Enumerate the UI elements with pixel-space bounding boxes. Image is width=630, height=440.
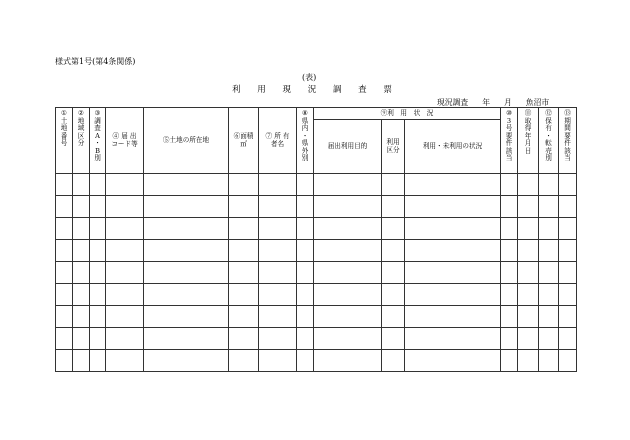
table-row xyxy=(56,350,577,372)
header-text-part: 件 xyxy=(505,139,513,148)
header-text-part: 県 xyxy=(301,139,309,148)
table-cell xyxy=(405,284,501,306)
header-text-part: ・ xyxy=(545,131,552,140)
table-cell xyxy=(382,306,405,328)
table-cell xyxy=(297,196,314,218)
table-cell xyxy=(382,262,405,284)
header-text-part: 別 xyxy=(94,154,101,163)
header-text-part: ⑩ xyxy=(506,109,512,117)
table-cell xyxy=(314,262,382,284)
table-row xyxy=(56,284,577,306)
header-text-part: 転 xyxy=(545,139,552,148)
survey-line-part: 魚沼市 xyxy=(525,98,550,107)
table-cell xyxy=(56,262,73,284)
table-cell xyxy=(297,240,314,262)
table-cell xyxy=(539,284,559,306)
table-cell xyxy=(144,218,229,240)
table-cell xyxy=(559,240,577,262)
header-text-part: コード等 xyxy=(111,139,138,148)
header-text-part: 外 xyxy=(301,146,309,155)
table-cell xyxy=(90,262,106,284)
table-cell xyxy=(56,306,73,328)
header-text-part: 該 xyxy=(564,146,571,155)
col-header-c9a: 届出利用目的 xyxy=(314,120,382,174)
header-text-part: 有 xyxy=(545,124,552,133)
table-cell xyxy=(518,218,539,240)
header-text-part: 内 xyxy=(301,124,309,133)
table-cell xyxy=(314,240,382,262)
table-cell xyxy=(382,196,405,218)
form-number: 様式第1号(第4条関係) xyxy=(55,57,136,66)
table-cell xyxy=(73,240,90,262)
table-cell xyxy=(259,240,297,262)
table-cell xyxy=(501,196,518,218)
main-title-char: 票 xyxy=(383,85,392,95)
table-cell xyxy=(90,174,106,196)
table-cell xyxy=(559,328,577,350)
table-cell xyxy=(314,328,382,350)
header-text-part: 要 xyxy=(564,131,571,140)
header-text-part: 査 xyxy=(94,124,101,133)
table-cell xyxy=(229,328,259,350)
col-header-c4 xyxy=(106,108,144,174)
table-cell xyxy=(73,306,90,328)
table-cell xyxy=(559,262,577,284)
main-title-char: 利 xyxy=(232,85,241,95)
header-text-part: 得 xyxy=(524,124,532,133)
col-header-c9: ⑨利 用 状 況 xyxy=(314,108,501,120)
table-cell xyxy=(297,262,314,284)
col-header-c8 xyxy=(297,108,314,174)
table-cell xyxy=(559,284,577,306)
table-cell xyxy=(501,350,518,372)
table-cell xyxy=(405,196,501,218)
main-title-char: 況 xyxy=(307,85,317,95)
header-text-part: A xyxy=(95,131,100,140)
header-text-part: ② xyxy=(78,109,84,117)
table-cell xyxy=(314,196,382,218)
col-header-c9c: 利用・未利用の状況 xyxy=(405,120,501,174)
header-text-part: ③ xyxy=(94,109,101,117)
table-cell xyxy=(559,306,577,328)
header-text-part: 分 xyxy=(77,139,85,148)
table-cell xyxy=(73,196,90,218)
table-cell xyxy=(405,328,501,350)
table-cell xyxy=(259,328,297,350)
table-cell xyxy=(539,306,559,328)
table-cell xyxy=(73,284,90,306)
main-title-char: 調 xyxy=(332,85,342,95)
table-cell xyxy=(539,218,559,240)
table-cell xyxy=(90,350,106,372)
table-cell xyxy=(229,174,259,196)
table-row xyxy=(56,218,577,240)
table-cell xyxy=(382,284,405,306)
table-cell xyxy=(314,218,382,240)
table-cell xyxy=(405,262,501,284)
header-text-part: 保 xyxy=(545,116,552,125)
table-cell xyxy=(229,350,259,372)
table-cell xyxy=(229,306,259,328)
header-text-part: 要 xyxy=(505,131,513,140)
header-text-part: 売 xyxy=(545,146,552,155)
table-cell xyxy=(382,240,405,262)
table-cell xyxy=(56,328,73,350)
col-header-c12 xyxy=(539,108,559,174)
header-row-1 xyxy=(56,108,577,120)
table-cell xyxy=(106,174,144,196)
table-cell xyxy=(73,218,90,240)
table-cell xyxy=(501,328,518,350)
table-cell xyxy=(405,350,501,372)
table-cell xyxy=(106,218,144,240)
table-cell xyxy=(405,174,501,196)
header-text-part: 県 xyxy=(301,116,309,125)
table-cell xyxy=(144,240,229,262)
table-cell xyxy=(297,306,314,328)
table-cell xyxy=(559,196,577,218)
header-text-part: 該 xyxy=(505,146,513,155)
table-row xyxy=(56,328,577,350)
header-text-part: ① xyxy=(61,109,67,117)
table-cell xyxy=(90,240,106,262)
table-cell xyxy=(405,240,501,262)
table-cell xyxy=(559,174,577,196)
table-cell xyxy=(559,350,577,372)
table-cell xyxy=(539,262,559,284)
col-header-c13 xyxy=(559,108,577,174)
header-text-part: 地 xyxy=(77,116,85,125)
table-cell xyxy=(259,262,297,284)
header-text-part: ⑬ xyxy=(564,109,571,117)
header-text-part: 号 xyxy=(505,124,513,133)
table-cell xyxy=(518,306,539,328)
table-cell xyxy=(259,174,297,196)
table-cell xyxy=(314,174,382,196)
header-text-part: 3 xyxy=(506,116,512,125)
col-header-c7 xyxy=(259,108,297,174)
col-header-c10 xyxy=(501,108,518,174)
header-text-part: ⑦ 所 有 xyxy=(265,131,290,140)
header-text-part: ⑫ xyxy=(545,109,552,117)
col-header-c1 xyxy=(56,108,73,174)
table-cell xyxy=(144,284,229,306)
header-text-part: 間 xyxy=(564,124,571,133)
table-cell xyxy=(501,262,518,284)
table-row xyxy=(56,196,577,218)
main-title-char: 現 xyxy=(282,85,291,95)
table-cell xyxy=(539,174,559,196)
table-row xyxy=(56,240,577,262)
table-cell xyxy=(106,196,144,218)
header-text-part: ・ xyxy=(94,139,101,148)
table-cell xyxy=(73,328,90,350)
table-cell xyxy=(539,240,559,262)
survey-line-part: 月 xyxy=(503,98,512,107)
survey-line-part: 現況調査 xyxy=(437,98,469,107)
table-cell xyxy=(297,218,314,240)
table-cell xyxy=(382,174,405,196)
header-text-part: ・ xyxy=(301,131,309,140)
main-title-char: 査 xyxy=(358,85,367,95)
col-header-c3 xyxy=(90,108,106,174)
header-text-part: ⑧ xyxy=(302,109,308,117)
table-cell xyxy=(229,240,259,262)
table-cell xyxy=(106,284,144,306)
table-cell xyxy=(229,218,259,240)
table-row xyxy=(56,174,577,196)
table-cell xyxy=(501,306,518,328)
table-cell xyxy=(56,174,73,196)
table-cell xyxy=(382,350,405,372)
table-row xyxy=(56,306,577,328)
header-text-part: ⑪ xyxy=(524,109,532,117)
col-header-c11 xyxy=(518,108,539,174)
header-text-part: 区分 xyxy=(386,145,400,154)
table-cell xyxy=(518,262,539,284)
header-text-part: 域 xyxy=(77,124,85,133)
table-cell xyxy=(501,174,518,196)
table-cell xyxy=(56,284,73,306)
main-title-char: 用 xyxy=(257,85,266,95)
table-cell xyxy=(90,306,106,328)
table-cell xyxy=(518,174,539,196)
table-cell xyxy=(106,350,144,372)
table-cell xyxy=(106,306,144,328)
table-cell xyxy=(56,196,73,218)
header-text-part: 区 xyxy=(77,131,85,140)
table-cell xyxy=(405,306,501,328)
table-cell xyxy=(518,240,539,262)
table-cell xyxy=(259,284,297,306)
header-text-part: ㎡ xyxy=(240,139,247,148)
header-text-part: 月 xyxy=(524,139,532,148)
table-cell xyxy=(539,196,559,218)
table-cell xyxy=(259,196,297,218)
table-cell xyxy=(518,328,539,350)
table-cell xyxy=(501,284,518,306)
header-text-part: 番 xyxy=(60,131,68,140)
table-cell xyxy=(259,350,297,372)
table-cell xyxy=(501,240,518,262)
header-text-part: ⑥面積 xyxy=(233,131,254,140)
table-cell xyxy=(144,262,229,284)
table-row xyxy=(56,262,577,284)
col-header-c9b xyxy=(382,120,405,174)
table-cell xyxy=(382,328,405,350)
table-cell xyxy=(56,350,73,372)
col-header-c2 xyxy=(73,108,90,174)
col-header-c5: ⑤土地の所在地 xyxy=(144,108,229,174)
table-cell xyxy=(229,284,259,306)
main-title xyxy=(232,83,392,95)
table-cell xyxy=(229,262,259,284)
table-cell xyxy=(259,306,297,328)
table-cell xyxy=(259,218,297,240)
table-cell xyxy=(144,328,229,350)
header-text-part: 期 xyxy=(564,116,571,125)
table-cell xyxy=(405,218,501,240)
table-cell xyxy=(73,350,90,372)
table-cell xyxy=(90,218,106,240)
sub-title: (表) xyxy=(302,73,317,82)
header-text-part: 調 xyxy=(94,116,101,125)
table-cell xyxy=(144,196,229,218)
table-cell xyxy=(518,284,539,306)
table-cell xyxy=(559,218,577,240)
table-cell xyxy=(106,328,144,350)
header-text-part: 号 xyxy=(60,139,68,148)
table-cell xyxy=(297,284,314,306)
header-text-part: 別 xyxy=(545,154,552,163)
table-cell xyxy=(73,174,90,196)
header-text-part: 地 xyxy=(60,124,68,133)
table-cell xyxy=(229,196,259,218)
header-text-part: 別 xyxy=(301,154,309,163)
table-cell xyxy=(90,196,106,218)
table-cell xyxy=(106,262,144,284)
table-cell xyxy=(501,218,518,240)
table-cell xyxy=(56,218,73,240)
table-cell xyxy=(90,328,106,350)
header-text-part: 当 xyxy=(505,154,513,163)
table-cell xyxy=(518,196,539,218)
header-text-part: 件 xyxy=(564,139,571,148)
table-cell xyxy=(539,350,559,372)
header-text-part: 者名 xyxy=(270,139,285,148)
header-text-part: 当 xyxy=(564,154,571,163)
header-text-part: 日 xyxy=(524,146,532,155)
table-cell xyxy=(297,174,314,196)
col-header-c6 xyxy=(229,108,259,174)
header-text-part: 土 xyxy=(60,116,68,125)
table-cell xyxy=(144,306,229,328)
table-cell xyxy=(144,350,229,372)
table-cell xyxy=(518,350,539,372)
table-cell xyxy=(73,262,90,284)
table-cell xyxy=(314,350,382,372)
table-cell xyxy=(382,218,405,240)
survey-table xyxy=(55,107,577,372)
table-cell xyxy=(106,240,144,262)
table-cell xyxy=(539,328,559,350)
table-cell xyxy=(297,328,314,350)
table-cell xyxy=(144,174,229,196)
table-cell xyxy=(297,350,314,372)
header-text-part: 年 xyxy=(524,131,532,140)
table-cell xyxy=(90,284,106,306)
survey-line-part: 年 xyxy=(482,98,490,107)
table-cell xyxy=(314,306,382,328)
header-text-part: 取 xyxy=(524,116,532,125)
header-text-part: ④ 届 出 xyxy=(112,131,137,140)
header-text-part: 利用 xyxy=(386,137,400,146)
table-cell xyxy=(56,240,73,262)
table-cell xyxy=(314,284,382,306)
header-text-part: B xyxy=(95,146,100,155)
